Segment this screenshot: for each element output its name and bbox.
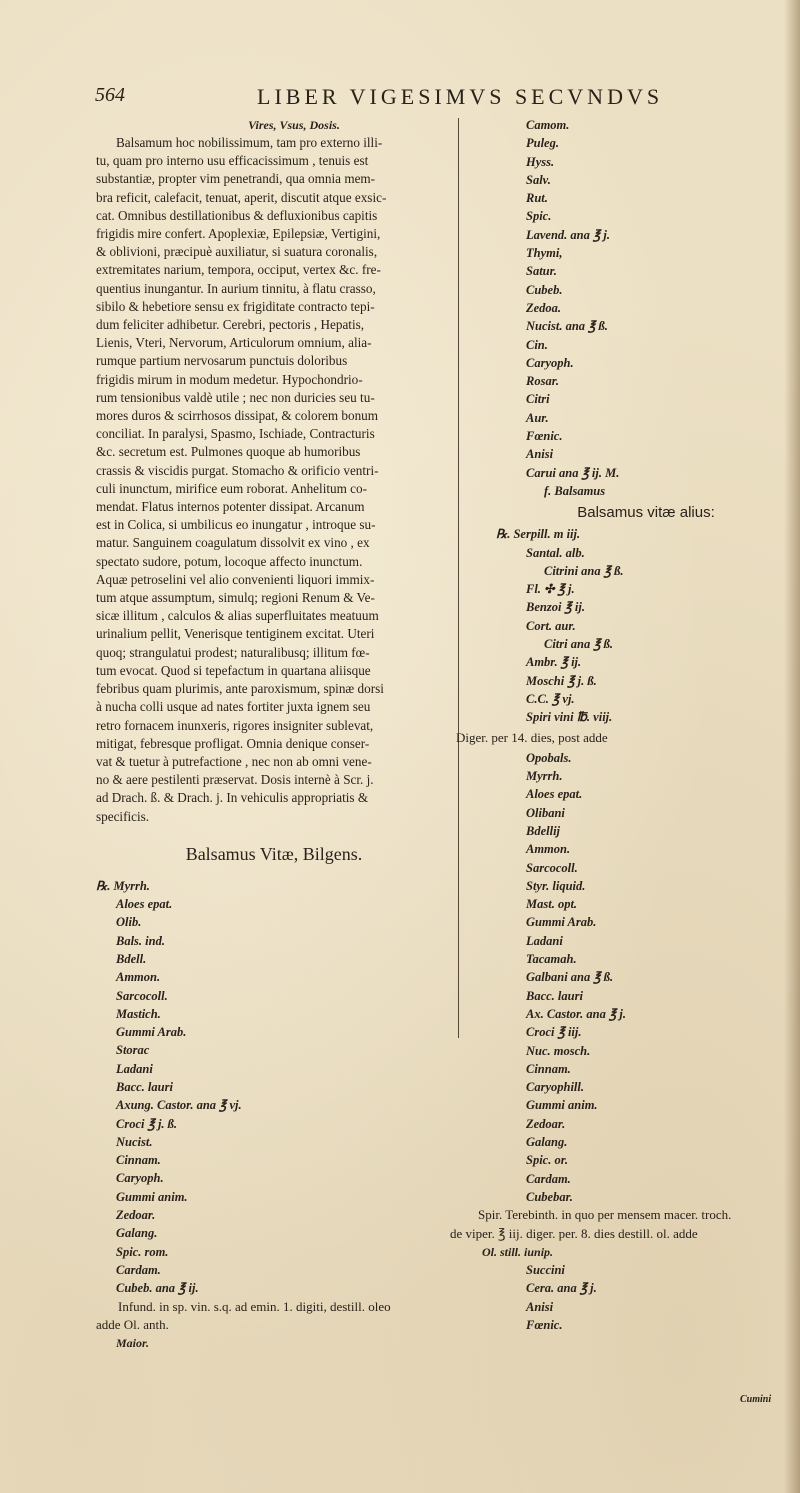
ingredient-item: Croci ℥ iij. [526, 1025, 582, 1040]
ingredient-item: Anisi [526, 447, 554, 462]
text-line: ad Drach. ß. & Drach. j. In vehiculis appropriatis & [96, 790, 369, 806]
text-line: Infund. in sp. vin. s.q. ad emin. 1. digiti, destill. oleo [118, 1298, 391, 1314]
ingredient-item: Ammon. [526, 842, 571, 857]
ingredient-item: ℞. Myrrh. [96, 878, 150, 893]
text-line: dum feliciter adhibetur. Cerebri, pectoris , Hepatis, [96, 317, 365, 333]
ingredient-item: Tacamah. [526, 952, 577, 967]
ingredient-item: Galbani ana ℥ ß. [526, 970, 614, 985]
ingredient-item: Bacc. lauri [116, 1079, 173, 1094]
section-heading: Vires, Vsus, Dosis. [248, 118, 340, 132]
text-line: vat & tuetur à putrefactione , nec non ab omni vene- [96, 753, 372, 769]
ingredient-item: Nucist. [116, 1134, 153, 1149]
ingredient-item: Cinnam. [116, 1153, 161, 1168]
text-line: Spir. Terebinth. in quo per mensem macer. troch. [478, 1207, 732, 1223]
ingredient-item: Carui ana ℥ ij. M. [526, 465, 620, 480]
ingredient-item: Rosar. [526, 374, 560, 389]
ingredient-item: Olibani [526, 805, 565, 820]
ingredient-item: Galang. [116, 1226, 158, 1241]
text-line: rumque partium nervosarum punctuis doloribus [96, 353, 348, 369]
ingredient-item: Cardam. [116, 1262, 161, 1277]
ingredient-item: Cinnam. [526, 1061, 571, 1076]
ingredient-item: Satur. [526, 264, 557, 279]
text-line: urinalium pellit, Venerisque tentiginem excitat. Uteri [96, 626, 375, 642]
text-line: Aquæ petroselini vel alio convenienti liquori immix- [96, 571, 375, 587]
ingredient-item: Fœnic. [526, 429, 563, 444]
ingredient-list-third [456, 749, 786, 1206]
main-paragraph [96, 134, 452, 826]
ingredient-item: Aloes epat. [116, 897, 173, 912]
ingredient-item: Benzoi ℥ ij. [526, 600, 585, 615]
closing-instructions-right [450, 1206, 786, 1261]
page-header [95, 84, 695, 114]
ingredient-item: Zedoar. [116, 1208, 156, 1223]
text-line: matur. Sanguinem coagulatum dissolvit ex vino , ex [96, 535, 370, 551]
ingredient-item: Salv. [526, 172, 551, 187]
ingredient-item: ℞. Serpill. m iij. [496, 527, 581, 542]
text-line: Ol. still. iunip. [482, 1244, 554, 1259]
ingredient-item: Galang. [526, 1135, 568, 1150]
text-line: conciliat. In paralysi, Spasmo, Ischiade, Contracturis [96, 426, 375, 442]
text-line: est in Colica, si umbilicus eo inungatur , introque su- [96, 517, 376, 533]
ingredient-list-second [456, 525, 786, 726]
recipe-title: Balsamus Vitæ, Bilgens. [185, 843, 363, 864]
ingredient-item: Axung. Castor. ana ℥ vj. [116, 1098, 242, 1113]
instruction-line: Diger. per 14. dies, post adde [456, 729, 608, 745]
ingredient-item: Cubeb. [526, 282, 563, 297]
ingredient-item: Caryophill. [526, 1080, 584, 1095]
page-edge-shadow [784, 0, 800, 1493]
ingredient-item: Hyss. [526, 154, 555, 169]
text-line: bra reficit, calefacit, tenuat, aperit, discutit atque exsic- [96, 189, 387, 205]
ingredient-item: Olib. [116, 915, 142, 930]
ingredient-item: Bdellij [526, 823, 561, 838]
ingredient-list-continued [456, 116, 786, 500]
text-line: substantiæ, propter vim penetrandi, qua omnia mem- [96, 171, 376, 187]
ingredient-item: Citri ana ℥ ß. [544, 637, 614, 652]
ingredient-item: Zedoar. [526, 1116, 566, 1131]
text-line: tum evocat. Quod si tepefactum in quartana aliisque [96, 662, 371, 678]
ingredient-item: Cubeb. ana ℥ ij. [116, 1281, 199, 1296]
text-line: tum atque assumptum, simulq; regioni Renum & Ve- [96, 590, 375, 606]
ingredient-item: Fœnic. [526, 1318, 563, 1332]
text-line: crassis & viscidis purgat. Stomacho & orificio ventri- [96, 462, 379, 478]
ingredient-item: Bals. ind. [116, 933, 165, 948]
ingredient-item: Moschi ℥ j. ß. [526, 673, 597, 688]
ingredient-item: Aloes epat. [526, 787, 583, 802]
ingredient-item: Anisi [526, 1299, 554, 1314]
text-line: frigidis mirum in modum medetur. Hypochondrio- [96, 371, 363, 387]
ingredient-item: Succini [526, 1263, 565, 1278]
text-line: retro fornacem inunxeris, rigores insigniter sublevat, [96, 717, 374, 733]
ingredient-item: Aur. [526, 410, 549, 425]
ingredient-item: Cin. [526, 337, 548, 352]
ingredient-item: Opobals. [526, 750, 572, 765]
right-column [450, 116, 786, 1334]
ingredient-item: Ammon. [116, 970, 161, 985]
ingredient-item: Cera. ana ℥ j. [526, 1281, 597, 1296]
running-head: LIBER VIGESIMVS SECVNDVS [257, 84, 664, 109]
text-line: frigidis mire confert. Apoplexiæ, Epilepsiæ, Vertigini, [96, 226, 381, 242]
text-line: &c. secretum est. Pulmones quoque ab humoribus [96, 444, 361, 460]
text-line: spectato sudore, potum, locoque affecto inunctum. [96, 553, 363, 569]
text-line: adde Ol. anth. [96, 1316, 169, 1332]
text-line: rum tensionibus valdè utile ; nec non duricies seu tu- [96, 389, 375, 405]
ingredient-item: Mastich. [116, 1006, 161, 1021]
text-line: Lienis, Vteri, Nervorum, Articulorum omnium, alia- [96, 335, 372, 351]
ingredient-item: Fl. ✣ ℥ j. [526, 582, 575, 597]
closing-instructions [96, 1298, 452, 1353]
ingredient-item: Citri [526, 392, 550, 407]
text-line: febribus quam plurimis, ante paroxismum, spinæ dorsi [96, 681, 384, 697]
ingredient-item: Rut. [526, 191, 548, 206]
ingredient-item: Citrini ana ℥ ß. [544, 563, 624, 578]
text-line: Maior. [116, 1336, 150, 1351]
text-line: specificis. [96, 808, 150, 824]
ingredient-list [96, 877, 452, 1298]
text-line: no & aere pestilenti præservat. Dosis internè à Scr. j. [96, 772, 374, 788]
ingredient-item: Myrrh. [526, 769, 563, 784]
text-line: sicæ illitum , calculos & alias superfluitates meatuum [96, 608, 379, 624]
text-line: mitigat, febresque profligat. Omnia denique conser- [96, 735, 370, 751]
ingredient-item: Cubebar. [526, 1189, 573, 1204]
ingredient-item: Caryoph. [526, 355, 574, 370]
ingredient-item: Ladani [116, 1061, 153, 1076]
ingredient-item: Croci ℥ j. ß. [116, 1116, 178, 1131]
text-line: cat. Omnibus destillationibus & defluxionibus capitis [96, 207, 378, 223]
text-line: extremitates narium, tempora, occiput, vertex &c. fre- [96, 262, 381, 278]
text-line: quoq; strangulatui prodest; naturalibusq; illitum fœ- [96, 644, 370, 660]
page-number: 564 [95, 84, 125, 106]
text-line: Balsamum hoc nobilissimum, tam pro externo illi- [116, 135, 383, 150]
left-column [96, 116, 452, 1352]
catchword: Cumini [740, 1394, 772, 1405]
ingredient-item: Styr. liquid. [526, 878, 586, 893]
ingredient-item: Sarcocoll. [526, 860, 578, 875]
ingredient-item: Ladani [526, 933, 563, 948]
ingredient-item: Puleg. [526, 136, 559, 151]
ingredient-item: Bacc. lauri [526, 988, 583, 1003]
ingredient-item: f. Balsamus [544, 483, 606, 498]
ingredient-item: Spiri vini ℔. viij. [526, 710, 613, 725]
ingredient-item: Lavend. ana ℥ j. [526, 227, 610, 242]
ingredient-item: Ax. Castor. ana ℥ j. [526, 1006, 626, 1021]
text-line: & oblivioni, præcipuè auxiliatur, si suatura coronalis, [96, 244, 378, 260]
ingredient-item: Nucist. ana ℥ ß. [526, 319, 608, 334]
text-line: culi inunctum, mirifice eum roborat. Anhelitum co- [96, 480, 368, 496]
text-line: mores duros & scirrhosos dissipat, & colorem bonum [96, 408, 379, 424]
ingredient-item: Gummi Arab. [116, 1025, 187, 1040]
ingredient-item: Gummi anim. [116, 1189, 188, 1204]
ingredient-item: Camom. [526, 118, 570, 132]
text-line: de viper. ℥ iij. diger. per. 8. dies destill. ol. adde [450, 1225, 698, 1241]
recipe-title-second: Balsamus vitæ alius: [577, 504, 715, 522]
ingredient-item: C.C. ℥ vj. [526, 691, 575, 706]
ingredient-item: Bdell. [116, 951, 147, 966]
ingredient-item: Santal. alb. [526, 545, 585, 560]
ingredient-item: Mast. opt. [526, 897, 578, 912]
text-line: à nucha colli usque ad nates fortiter juxta ignem seu [96, 699, 371, 715]
ingredient-item: Gummi Arab. [526, 915, 597, 930]
text-line: sibilo & hebetiore sensu ex frigiditate contracto tepi- [96, 298, 375, 314]
ingredient-item: Spic. [526, 209, 552, 224]
ingredient-item: Cort. aur. [526, 618, 576, 633]
text-line: tu, quam pro interno usu efficacissimum , tenuis est [96, 153, 369, 169]
ingredient-item: Caryoph. [116, 1171, 164, 1186]
text-line: quentius inungantur. In aurium tinnitu, à flatu crasso, [96, 280, 376, 296]
ingredient-item: Gummi anim. [526, 1098, 598, 1113]
ingredient-item: Spic. rom. [116, 1244, 169, 1259]
ingredient-item: Thymi, [526, 246, 563, 261]
text-line: mendat. Flatus internos potenter dissipat. Arcanum [96, 499, 365, 515]
ingredient-item: Storac [116, 1043, 150, 1058]
ingredient-item: Nuc. mosch. [526, 1043, 591, 1058]
ingredient-list-fourth [456, 1261, 786, 1334]
ingredient-item: Spic. or. [526, 1153, 569, 1168]
ingredient-item: Ambr. ℥ ij. [526, 655, 582, 670]
ingredient-item: Zedoa. [526, 300, 562, 315]
ingredient-item: Sarcocoll. [116, 988, 168, 1003]
ingredient-item: Cardam. [526, 1171, 571, 1186]
